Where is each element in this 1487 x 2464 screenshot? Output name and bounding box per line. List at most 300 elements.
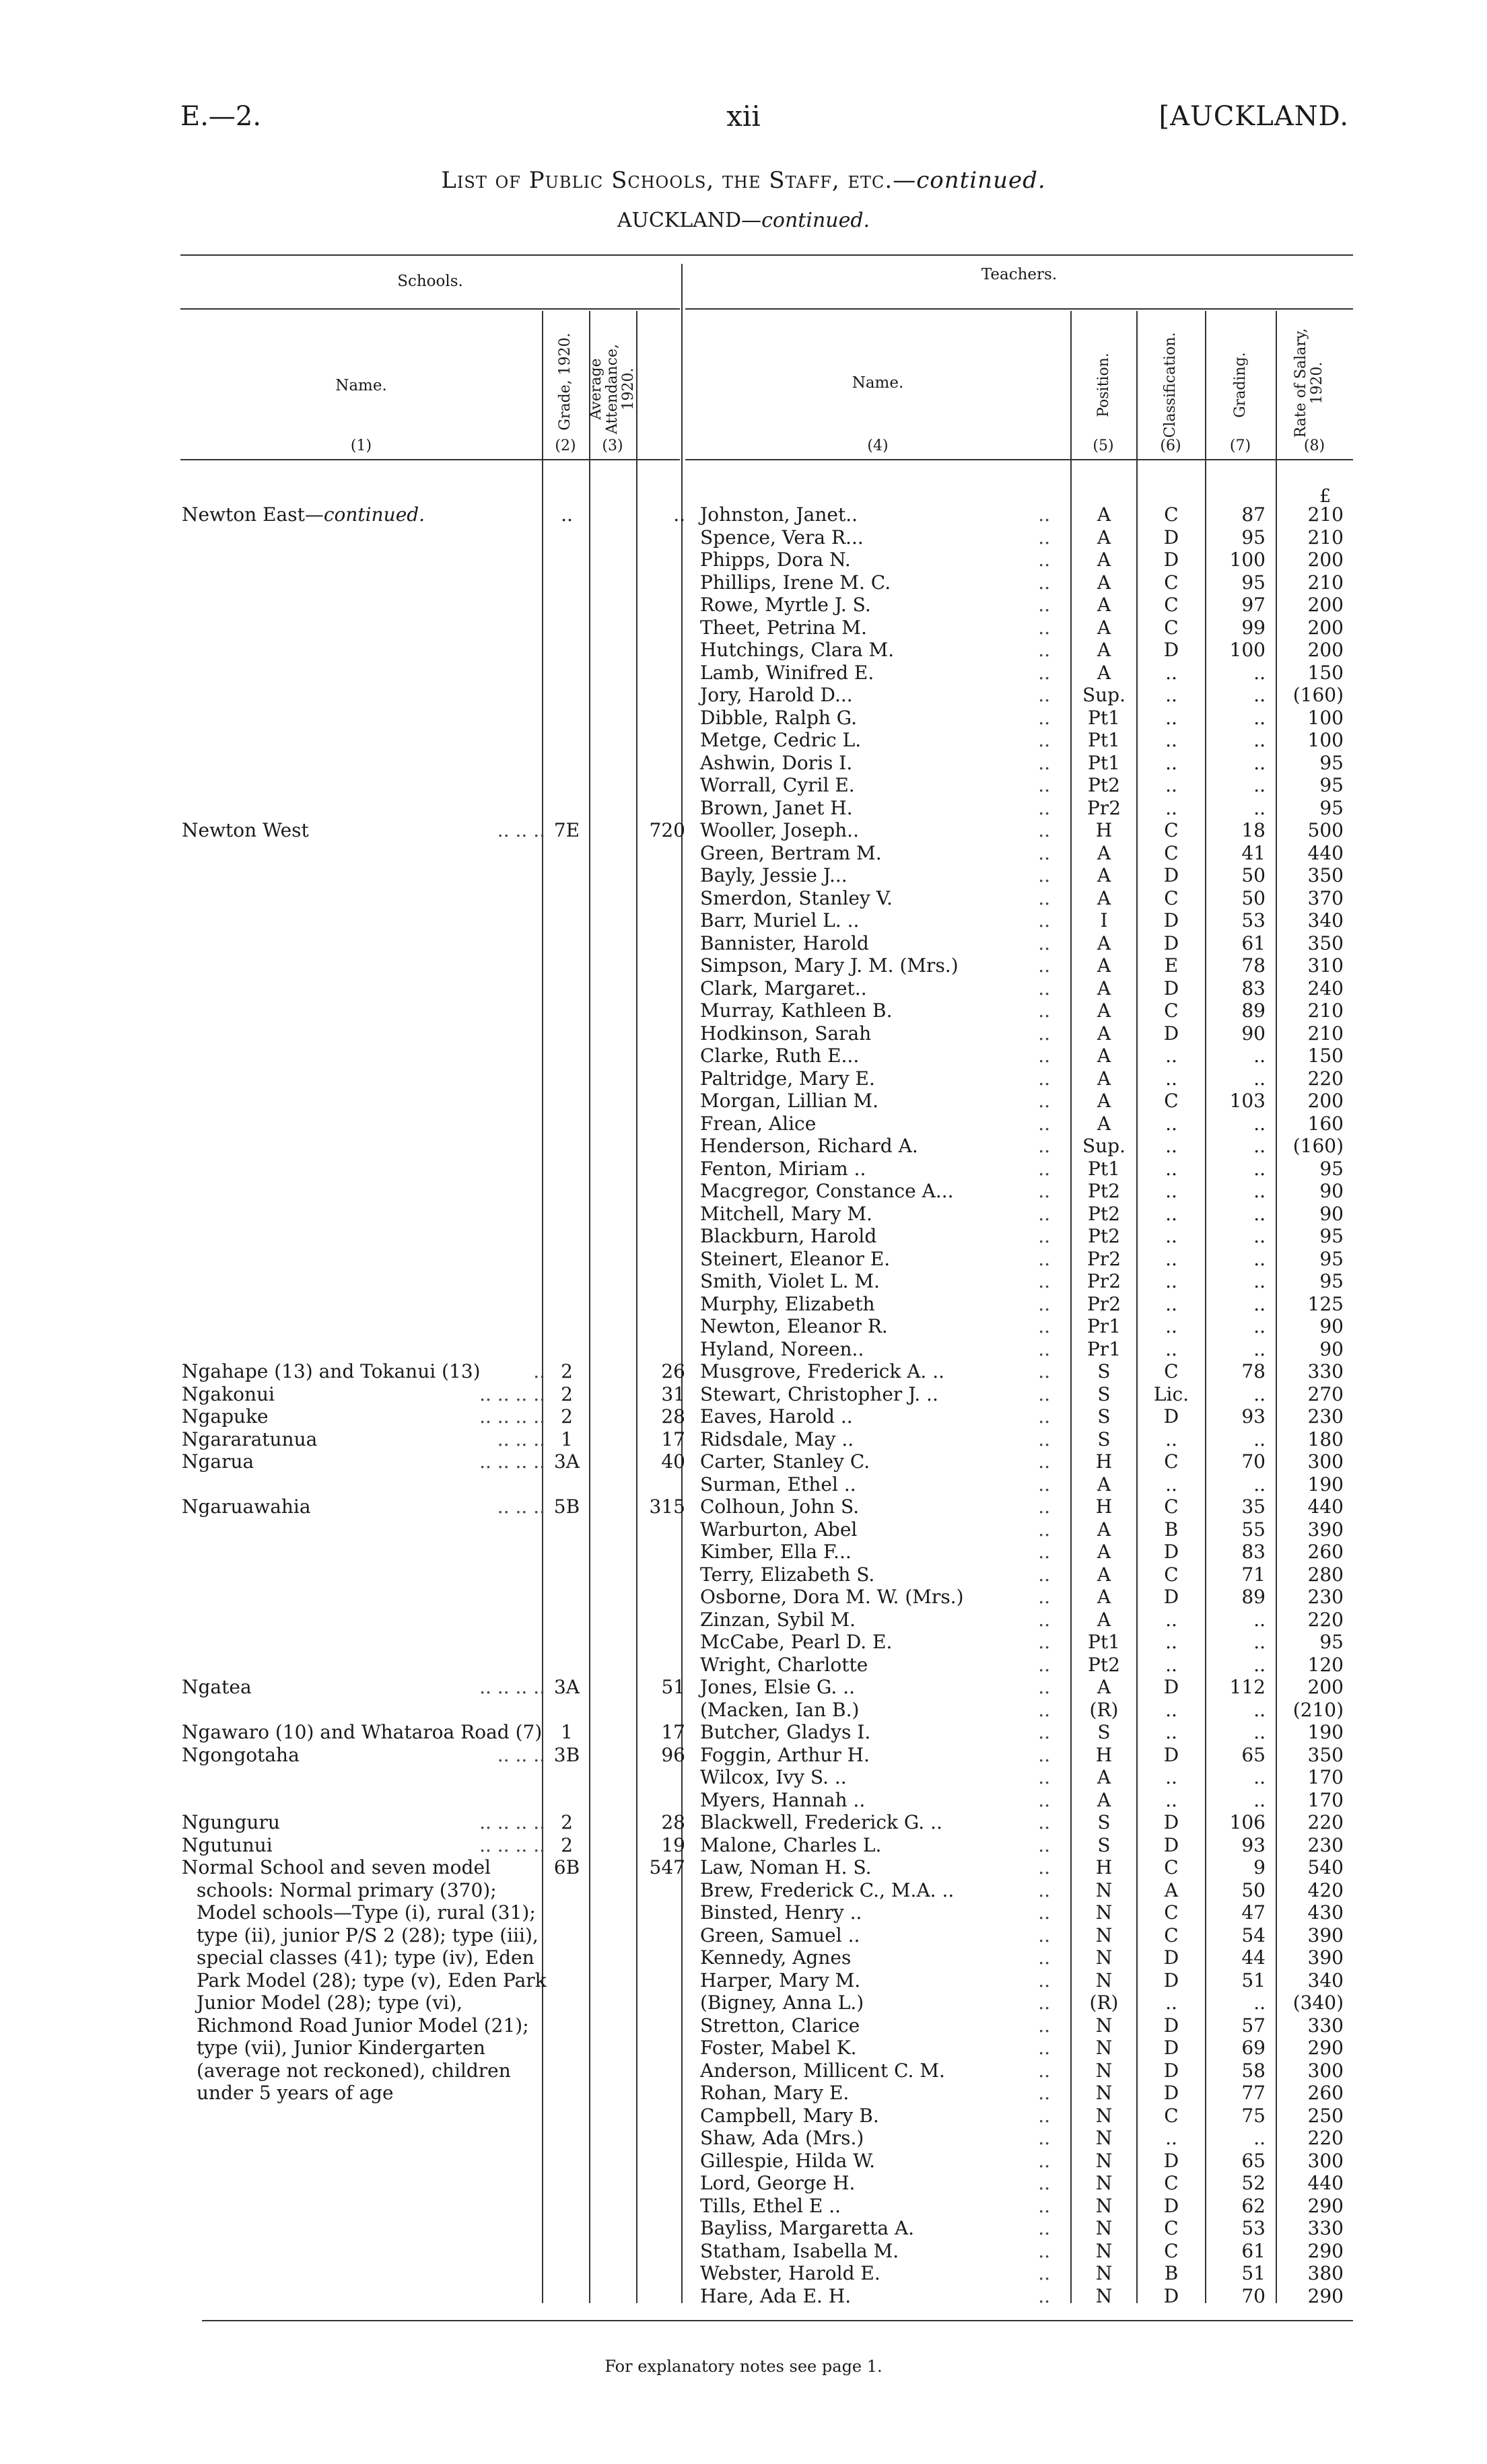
school-attendance: 26 — [661, 1360, 685, 1382]
teacher-classification: C — [1164, 1450, 1179, 1473]
teacher-grading: 83 — [1241, 977, 1266, 999]
teacher-position: S — [1097, 1428, 1111, 1450]
teacher-salary: 390 — [1307, 1924, 1344, 1946]
teacher-grading: .. — [1253, 1698, 1266, 1721]
teacher-classification: B — [1164, 1518, 1179, 1541]
dot-leader: .. — [1038, 1721, 1050, 1743]
teacher-salary: 220 — [1307, 1811, 1344, 1833]
teacher-classification: .. — [1165, 1112, 1177, 1135]
header-bottom-rule-left — [180, 459, 680, 460]
school-grade: .. — [561, 503, 573, 526]
teacher-classification: .. — [1165, 774, 1177, 796]
teacher-position: A — [1097, 1518, 1111, 1541]
teacher-name: Brew, Frederick C., M.A. .. — [700, 1878, 955, 1901]
school-name — [182, 1856, 545, 1879]
teacher-salary: 390 — [1307, 1946, 1344, 1969]
teacher-name: Osborne, Dora M. W. (Mrs.) — [700, 1586, 964, 1608]
dot-leader: .. — [1038, 1631, 1050, 1653]
page-subtitle — [0, 209, 1487, 232]
teacher-position: Pt1 — [1088, 729, 1120, 751]
school-grade: 2 — [561, 1382, 573, 1405]
teacher-position: Pr2 — [1086, 1247, 1121, 1270]
teacher-name: Shaw, Ada (Mrs.) — [700, 2127, 864, 2149]
teacher-position: N — [1095, 2059, 1113, 2082]
school-name-text: Newton East— — [182, 503, 324, 526]
teacher-position: Pt1 — [1088, 706, 1120, 729]
teacher-position: A — [1097, 549, 1111, 571]
col-number-3: (3) — [602, 437, 623, 454]
teacher-salary: 280 — [1307, 1563, 1344, 1586]
dot-leader: .. — [1038, 1112, 1050, 1135]
table-row — [0, 526, 1487, 549]
teacher-grading: .. — [1253, 706, 1266, 729]
table-row — [0, 1067, 1487, 1090]
teacher-classification: D — [1163, 1811, 1179, 1833]
table-row — [0, 1609, 1487, 1631]
dot-leader: .. — [1038, 1766, 1050, 1788]
teacher-salary: 95 — [1319, 751, 1344, 774]
table-row — [0, 1293, 1487, 1316]
table-row — [0, 2172, 1487, 2195]
teacher-name: (Bigney, Anna L.) — [700, 1992, 864, 2014]
school-dot-leader: .. .. .. — [497, 1495, 545, 1518]
group-rule-teachers — [685, 308, 1353, 310]
table-row — [0, 1225, 1487, 1248]
teacher-grading: .. — [1253, 1382, 1266, 1405]
teacher-grading: .. — [1253, 1067, 1266, 1090]
table-row — [0, 2217, 1487, 2240]
dot-leader: .. — [1038, 2149, 1050, 2172]
teacher-position: Sup. — [1082, 1135, 1126, 1157]
teacher-grading: 70 — [1241, 2284, 1266, 2307]
dot-leader: .. — [1038, 2059, 1050, 2082]
table-row — [0, 707, 1487, 730]
teacher-grading: 9 — [1253, 1856, 1266, 1878]
teacher-salary: 150 — [1307, 1045, 1344, 1067]
school-name-text: Ngararatunua — [182, 1428, 318, 1450]
teacher-classification: D — [1163, 909, 1179, 931]
teacher-salary: 210 — [1307, 503, 1344, 526]
header-bottom-rule-right — [685, 459, 1353, 460]
teacher-name: Lamb, Winifred E. — [700, 661, 874, 684]
school-grade: 3A — [553, 1676, 580, 1698]
dot-leader: .. — [1038, 2172, 1050, 2194]
teacher-name: Clarke, Ruth E... — [700, 1045, 860, 1067]
teacher-grading: .. — [1253, 1247, 1266, 1270]
teacher-position: A — [1097, 931, 1111, 954]
school-entry — [182, 1450, 545, 1473]
table-row — [0, 1045, 1487, 1067]
teacher-grading: .. — [1253, 1292, 1266, 1315]
teacher-classification: C — [1164, 2217, 1179, 2239]
dot-leader: .. — [1038, 706, 1050, 729]
dot-leader: .. — [1038, 999, 1050, 1022]
teacher-salary: 500 — [1307, 819, 1344, 841]
teacher-name: Newton, Eleanor R. — [700, 1315, 888, 1337]
dot-leader: .. — [1038, 909, 1050, 931]
teacher-classification: D — [1163, 2284, 1179, 2307]
table-row — [0, 1113, 1487, 1135]
teacher-salary: 230 — [1307, 1833, 1344, 1856]
teacher-grading: .. — [1253, 1653, 1266, 1676]
teacher-name: Simpson, Mary J. M. (Mrs.) — [700, 954, 959, 977]
teacher-salary: 330 — [1307, 2014, 1344, 2037]
teacher-grading: .. — [1253, 1766, 1266, 1788]
teacher-salary: 160 — [1307, 1112, 1344, 1135]
teacher-name: Kimber, Ella F... — [700, 1541, 852, 1563]
teacher-position: Pr2 — [1086, 1270, 1121, 1292]
teacher-classification: D — [1163, 1743, 1179, 1766]
school-name-text: Ngatea — [182, 1676, 252, 1698]
dot-leader: .. — [1038, 977, 1050, 999]
school-dot-leader: .. .. .. .. — [479, 1676, 545, 1698]
dot-leader: .. — [1038, 571, 1050, 594]
teacher-position: A — [1097, 639, 1111, 661]
teacher-salary: 230 — [1307, 1586, 1344, 1608]
title-main: List of Public Schools, the Staff, etc.— — [441, 167, 917, 194]
dot-leader: .. — [1038, 1202, 1050, 1225]
table-row — [0, 662, 1487, 684]
school-entry — [182, 1744, 545, 1767]
teacher-position: N — [1095, 2082, 1113, 2104]
teacher-salary: (160) — [1292, 1135, 1344, 1157]
school-name — [182, 1428, 545, 1451]
teacher-salary: 350 — [1307, 864, 1344, 886]
col-grading: Grading. — [1232, 352, 1249, 418]
teacher-grading: 65 — [1241, 2149, 1266, 2172]
teacher-classification: .. — [1165, 1067, 1177, 1090]
teacher-position: I — [1100, 909, 1108, 931]
teacher-classification: D — [1163, 1586, 1179, 1608]
teacher-salary: (210) — [1292, 1698, 1344, 1721]
teacher-position: N — [1095, 1969, 1113, 1992]
teacher-salary: 340 — [1307, 909, 1344, 931]
teacher-salary: 95 — [1319, 1631, 1344, 1653]
teacher-classification: .. — [1165, 2127, 1177, 2149]
teacher-grading: 50 — [1241, 1878, 1266, 1901]
school-grade: 2 — [561, 1405, 573, 1428]
school-entry — [182, 1495, 545, 1518]
teacher-classification: .. — [1165, 1766, 1177, 1788]
school-attendance: 19 — [661, 1833, 685, 1856]
teacher-salary: 260 — [1307, 1541, 1344, 1563]
teacher-position: N — [1095, 2104, 1113, 2127]
teacher-classification: .. — [1165, 684, 1177, 706]
group-rule-schools — [180, 308, 680, 310]
teacher-position: A — [1097, 1563, 1111, 1586]
teacher-grading: 58 — [1241, 2059, 1266, 2082]
teacher-classification: .. — [1165, 1653, 1177, 1676]
teacher-classification: .. — [1165, 1270, 1177, 1292]
teacher-name: Theet, Petrina M. — [700, 616, 867, 639]
teacher-salary: (340) — [1292, 1992, 1344, 2014]
teacher-grading: 100 — [1229, 639, 1266, 661]
teacher-grading: 57 — [1241, 2014, 1266, 2037]
teacher-name: Lord, George H. — [700, 2172, 856, 2194]
dot-leader: .. — [1038, 2082, 1050, 2104]
dot-leader: .. — [1038, 1067, 1050, 1090]
teacher-position: N — [1095, 2172, 1113, 2194]
teacher-grading: 93 — [1241, 1405, 1266, 1428]
teacher-name: Blackburn, Harold — [700, 1225, 877, 1247]
table-row — [0, 2285, 1487, 2308]
teacher-classification: .. — [1165, 1721, 1177, 1743]
dot-leader: .. — [1038, 1473, 1050, 1495]
teacher-classification: C — [1164, 886, 1179, 909]
teacher-classification: C — [1164, 1360, 1179, 1382]
teacher-classification: D — [1163, 2194, 1179, 2217]
teacher-grading: 93 — [1241, 1833, 1266, 1856]
teacher-salary: 125 — [1307, 1292, 1344, 1315]
teacher-salary: 220 — [1307, 1067, 1344, 1090]
dot-leader: .. — [1038, 1969, 1050, 1992]
teacher-grading: 75 — [1241, 2104, 1266, 2127]
teacher-position: A — [1097, 1608, 1111, 1631]
teacher-name: Hare, Ada E. H. — [700, 2284, 852, 2307]
dot-leader: .. — [1038, 1495, 1050, 1518]
teacher-classification: .. — [1165, 1473, 1177, 1495]
col-salary: Rate of Salary, 1920. — [1292, 328, 1325, 438]
teacher-classification: D — [1163, 2149, 1179, 2172]
table-row — [0, 1563, 1487, 1586]
teacher-classification: .. — [1165, 1337, 1177, 1360]
teacher-salary: 440 — [1307, 2172, 1344, 2194]
teacher-grading: 62 — [1241, 2194, 1266, 2217]
dot-leader: .. — [1038, 526, 1050, 549]
table-row — [0, 774, 1487, 797]
teacher-name: Smerdon, Stanley V. — [700, 886, 893, 909]
dot-leader: .. — [1038, 1428, 1050, 1450]
col-number-2: (2) — [555, 437, 576, 454]
teacher-grading: 106 — [1229, 1811, 1266, 1833]
teacher-grading: 83 — [1241, 1541, 1266, 1563]
teacher-grading: 55 — [1241, 1518, 1266, 1541]
teacher-name: Wooller, Joseph.. — [700, 819, 859, 841]
teacher-grading: 61 — [1241, 2239, 1266, 2262]
teacher-position: N — [1095, 2262, 1113, 2284]
table-row — [0, 932, 1487, 955]
teacher-name: Musgrove, Frederick A. .. — [700, 1360, 945, 1382]
teacher-name: Bayly, Jessie J... — [700, 864, 848, 886]
col-number-7: (7) — [1229, 437, 1251, 454]
teacher-classification: B — [1164, 2262, 1179, 2284]
teacher-grading: 51 — [1241, 1969, 1266, 1992]
teacher-position: H — [1095, 1450, 1113, 1473]
teacher-position: A — [1097, 503, 1111, 526]
table-row — [0, 954, 1487, 977]
teacher-grading: .. — [1253, 1202, 1266, 1225]
teacher-position: N — [1095, 1878, 1113, 1901]
teacher-classification: C — [1164, 2172, 1179, 2194]
teacher-name: (Macken, Ian B.) — [700, 1698, 860, 1721]
teacher-grading: 50 — [1241, 886, 1266, 909]
teacher-position: N — [1095, 2284, 1113, 2307]
teacher-name: Foggin, Arthur H. — [700, 1743, 870, 1766]
teacher-position: A — [1097, 1112, 1111, 1135]
teacher-salary: 440 — [1307, 1495, 1344, 1518]
dot-leader: .. — [1038, 1676, 1050, 1698]
dot-leader: .. — [1038, 841, 1050, 864]
teacher-name: Anderson, Millicent C. M. — [700, 2059, 945, 2082]
teacher-name: Jory, Harold D... — [700, 684, 853, 706]
teacher-salary: 390 — [1307, 1518, 1344, 1541]
teacher-grading: 52 — [1241, 2172, 1266, 2194]
teacher-grading: 44 — [1241, 1946, 1266, 1969]
table-row — [0, 1180, 1487, 1203]
table-row — [0, 842, 1487, 865]
teacher-classification: .. — [1165, 751, 1177, 774]
teacher-name: Carter, Stanley C. — [700, 1450, 870, 1473]
teacher-salary: 270 — [1307, 1382, 1344, 1405]
dot-leader: .. — [1038, 1247, 1050, 1270]
dot-leader: .. — [1038, 503, 1050, 526]
dot-leader: .. — [1038, 1924, 1050, 1946]
teacher-position: (R) — [1089, 1698, 1119, 1721]
teacher-name: Johnston, Janet.. — [700, 503, 858, 526]
teacher-position: Pt1 — [1088, 1157, 1120, 1180]
dot-leader: .. — [1038, 1901, 1050, 1924]
teacher-classification: D — [1163, 549, 1179, 571]
table-row — [0, 2150, 1487, 2173]
teacher-classification: .. — [1165, 1225, 1177, 1247]
school-attendance: 315 — [649, 1495, 685, 1518]
teacher-grading: .. — [1253, 1315, 1266, 1337]
dot-leader: .. — [1038, 729, 1050, 751]
teacher-position: N — [1095, 1924, 1113, 1946]
school-grade: 2 — [561, 1811, 573, 1833]
table-row — [0, 1473, 1487, 1496]
group-header-teachers: Teachers. — [981, 266, 1058, 283]
dot-leader: .. — [1038, 1946, 1050, 1969]
teacher-classification: C — [1164, 1495, 1179, 1518]
teacher-grading: 77 — [1241, 2082, 1266, 2104]
teacher-classification: C — [1164, 1901, 1179, 1924]
page-region: [AUCKLAND. — [1159, 101, 1349, 132]
school-name-text: Ngarua — [182, 1450, 254, 1473]
dot-leader: .. — [1038, 819, 1050, 841]
school-name-text: Ngapuke — [182, 1405, 269, 1428]
teacher-name: Gillespie, Hilda W. — [700, 2149, 876, 2172]
teacher-position: A — [1097, 1586, 1111, 1608]
school-entry — [182, 1676, 545, 1699]
table-row — [0, 1135, 1487, 1158]
teacher-position: H — [1095, 1495, 1113, 1518]
teacher-grading: .. — [1253, 1180, 1266, 1202]
school-name — [182, 503, 545, 526]
teacher-salary: 350 — [1307, 1743, 1344, 1766]
teacher-name: Mitchell, Mary M. — [700, 1202, 872, 1225]
school-name-text: Normal School and seven model — [182, 1856, 491, 1878]
teacher-name: Paltridge, Mary E. — [700, 1067, 875, 1090]
teacher-name: Colhoun, John S. — [700, 1495, 860, 1518]
col-classification: Classification. — [1162, 332, 1179, 438]
dot-leader: .. — [1038, 1518, 1050, 1541]
teacher-grading: .. — [1253, 1270, 1266, 1292]
school-name — [182, 1495, 545, 1518]
teacher-classification: C — [1164, 2104, 1179, 2127]
teacher-name: Brown, Janet H. — [700, 796, 853, 819]
teacher-classification: D — [1163, 977, 1179, 999]
teacher-classification: .. — [1165, 1202, 1177, 1225]
teacher-salary: 230 — [1307, 1405, 1344, 1428]
school-entry — [182, 1428, 545, 1451]
teacher-position: A — [1097, 1541, 1111, 1563]
teacher-classification: D — [1163, 2037, 1179, 2059]
school-entry — [182, 819, 545, 842]
teacher-salary: 540 — [1307, 1856, 1344, 1878]
school-grade: 2 — [561, 1360, 573, 1382]
teacher-name: Foster, Mabel K. — [700, 2037, 857, 2059]
school-grade: 7E — [553, 819, 580, 841]
dot-leader: .. — [1038, 549, 1050, 571]
teacher-grading: 65 — [1241, 1743, 1266, 1766]
school-dot-leader: .. .. .. .. — [479, 1405, 545, 1428]
school-grade: 3A — [553, 1450, 580, 1473]
teacher-salary: 210 — [1307, 571, 1344, 594]
teacher-grading: 51 — [1241, 2262, 1266, 2284]
teacher-grading: 35 — [1241, 1495, 1266, 1518]
teacher-salary: 95 — [1319, 774, 1344, 796]
teacher-classification: Lic. — [1153, 1382, 1189, 1405]
dot-leader: .. — [1038, 1541, 1050, 1563]
dot-leader: .. — [1038, 886, 1050, 909]
school-attendance: 720 — [649, 819, 685, 841]
teacher-name: Eaves, Harold .. — [700, 1405, 853, 1428]
teacher-classification: D — [1163, 1676, 1179, 1698]
col-number-6: (6) — [1160, 437, 1181, 454]
dot-leader: .. — [1038, 2014, 1050, 2037]
school-entry — [182, 1383, 545, 1406]
teacher-grading: .. — [1253, 1788, 1266, 1811]
teacher-position: (R) — [1089, 1992, 1119, 2014]
school-attendance: 28 — [661, 1405, 685, 1428]
teacher-grading: .. — [1253, 1428, 1266, 1450]
teacher-position: A — [1097, 954, 1111, 977]
dot-leader: .. — [1038, 2037, 1050, 2059]
teacher-classification: D — [1163, 2082, 1179, 2104]
teacher-classification: D — [1163, 1946, 1179, 1969]
teacher-position: A — [1097, 999, 1111, 1022]
teacher-grading: 89 — [1241, 1586, 1266, 1608]
teacher-salary: 290 — [1307, 2284, 1344, 2307]
teacher-classification: .. — [1165, 1180, 1177, 1202]
teacher-position: A — [1097, 1045, 1111, 1067]
teacher-name: Blackwell, Frederick G. .. — [700, 1811, 942, 1833]
teacher-salary: 95 — [1319, 1157, 1344, 1180]
teacher-salary: 200 — [1307, 616, 1344, 639]
school-attendance: 28 — [661, 1811, 685, 1833]
teacher-salary: 300 — [1307, 2149, 1344, 2172]
teacher-position: S — [1097, 1721, 1111, 1743]
teacher-position: Pt1 — [1088, 751, 1120, 774]
teacher-salary: 260 — [1307, 2082, 1344, 2104]
teacher-classification: C — [1164, 571, 1179, 594]
teacher-grading: 78 — [1241, 1360, 1266, 1382]
teacher-classification: .. — [1165, 1045, 1177, 1067]
teacher-position: S — [1097, 1405, 1111, 1428]
school-name-text: Ngawaro (10) and Whataroa Road (7) — [182, 1721, 543, 1743]
dot-leader: .. — [1038, 1315, 1050, 1337]
teacher-grading: 47 — [1241, 1901, 1266, 1924]
table-row — [0, 1766, 1487, 1789]
teacher-name: Macgregor, Constance A... — [700, 1180, 954, 1202]
teacher-position: S — [1097, 1360, 1111, 1382]
table-row — [0, 1631, 1487, 1654]
teacher-position: A — [1097, 1090, 1111, 1112]
teacher-name: Phipps, Dora N. — [700, 549, 851, 571]
school-name-text: Ngutunui — [182, 1833, 273, 1856]
dot-leader: .. — [1038, 796, 1050, 819]
